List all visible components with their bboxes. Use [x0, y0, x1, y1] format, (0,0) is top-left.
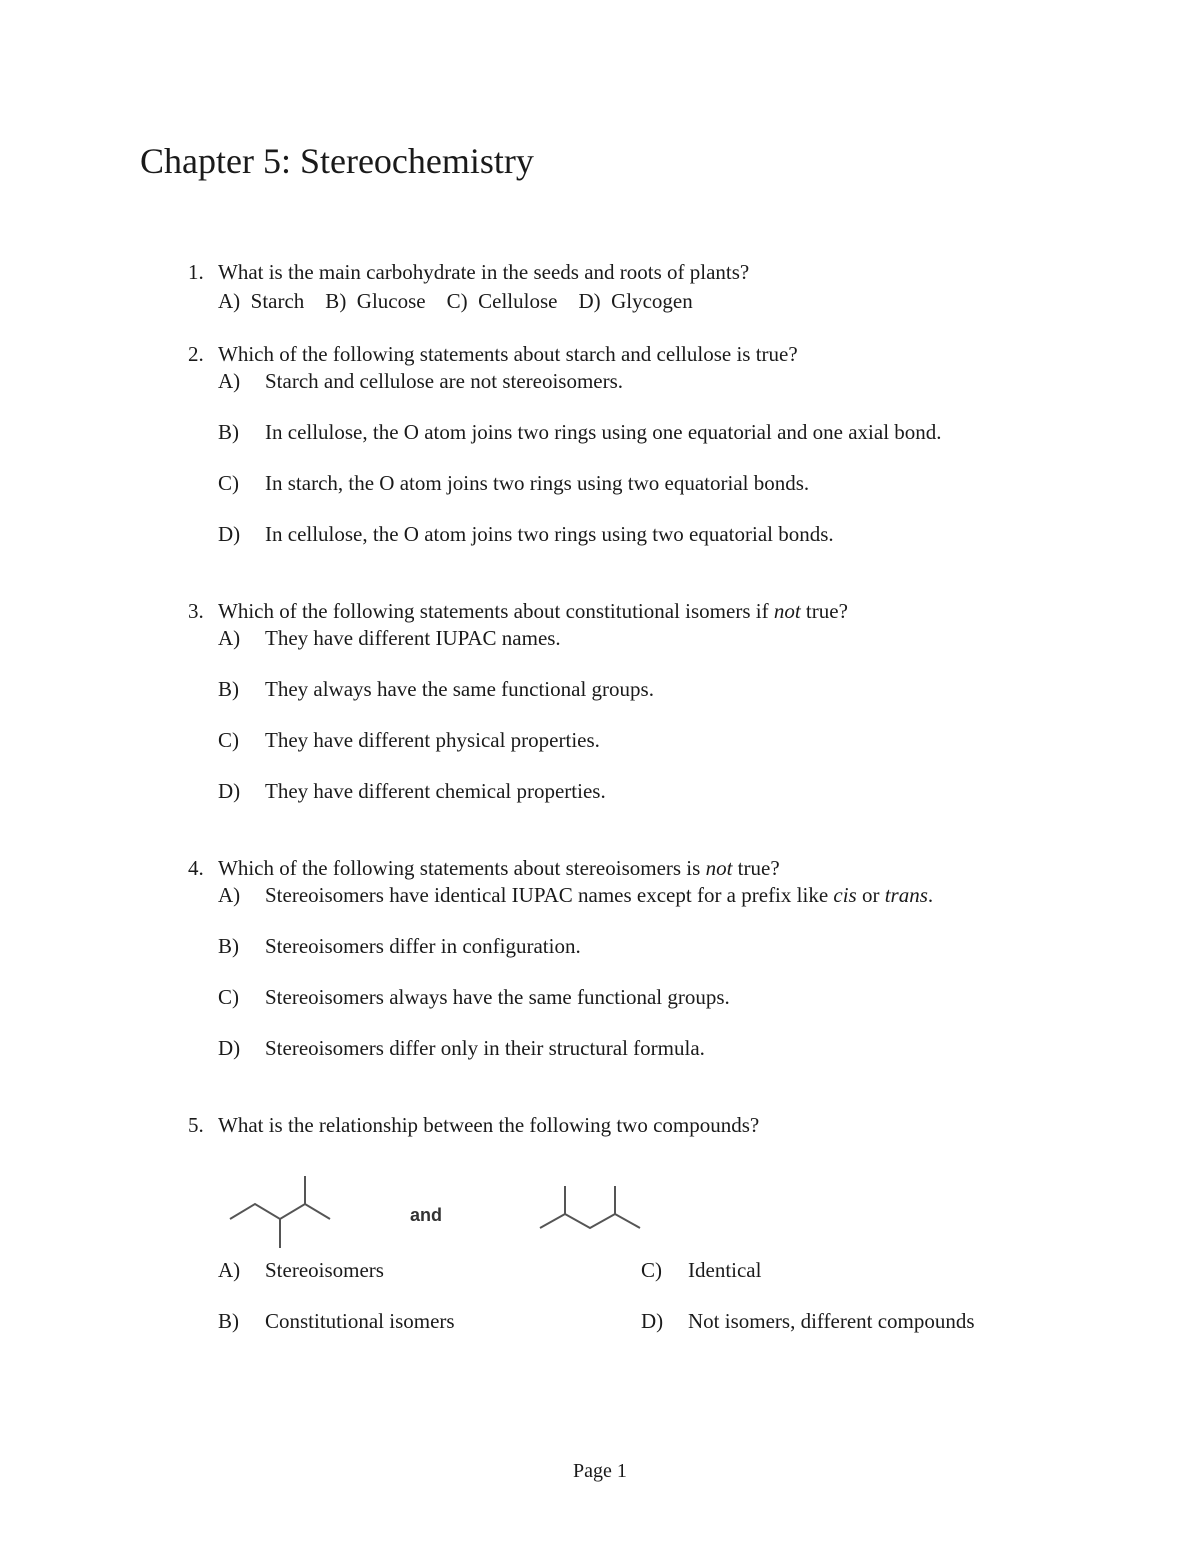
q5-option-c-label: C) — [641, 1258, 662, 1282]
question-2-number: 2. — [188, 342, 204, 366]
q5-option-a-label: A) — [218, 1258, 241, 1282]
q3-option-c-text: They have different physical properties. — [265, 728, 600, 752]
q2-option-b-text: In cellulose, the O atom joins two rings using one equatorial and one axial bond. — [265, 420, 942, 444]
question-2-text: Which of the following statements about starch and cellulose is true? — [218, 342, 798, 366]
page-title: Chapter 5: Stereochemistry — [140, 141, 534, 181]
q4-option-a-label: A) — [218, 883, 241, 907]
question-4-number: 4. — [188, 856, 204, 880]
q5-option-b-label: B) — [218, 1309, 239, 1333]
q2-option-a-text: Starch and cellulose are not stereoisomers. — [265, 369, 624, 393]
question-4-text: Which of the following statements about stereoisomers is not true? — [218, 856, 780, 880]
page-number: Page 1 — [573, 1460, 627, 1482]
question-3-text: Which of the following statements about constitutional isomers if not true? — [218, 599, 848, 623]
q5-option-d-text: Not isomers, different compounds — [688, 1309, 975, 1333]
q3-option-b-label: B) — [218, 677, 239, 701]
question-3-number: 3. — [188, 599, 204, 623]
q5-option-c-text: Identical — [688, 1258, 762, 1282]
q2-option-b-label: B) — [218, 420, 239, 444]
q3-option-b-text: They always have the same functional groups. — [265, 677, 654, 701]
question-1-text: What is the main carbohydrate in the seeds and roots of plants? — [218, 260, 750, 284]
q5-option-d-label: D) — [641, 1309, 664, 1333]
q4-option-c-text: Stereoisomers always have the same functional groups. — [265, 985, 730, 1009]
q4-option-c-label: C) — [218, 985, 239, 1009]
compound-1-skeletal-structure — [225, 1172, 335, 1252]
q3-option-d-label: D) — [218, 779, 241, 803]
q5-option-b-text: Constitutional isomers — [265, 1309, 455, 1333]
q2-option-d-label: D) — [218, 522, 241, 546]
q2-option-d-text: In cellulose, the O atom joins two rings using two equatorial bonds. — [265, 522, 834, 546]
question-5-number: 5. — [188, 1113, 204, 1137]
q4-option-b-text: Stereoisomers differ in configuration. — [265, 934, 581, 958]
question-5-text: What is the relationship between the following two compounds? — [218, 1113, 760, 1137]
q2-option-c-text: In starch, the O atom joins two rings using two equatorial bonds. — [265, 471, 810, 495]
q5-option-a-text: Stereoisomers — [265, 1258, 384, 1282]
q4-option-a-text: Stereoisomers have identical IUPAC names except for a prefix like cis or trans. — [265, 883, 934, 907]
q3-option-a-text: They have different IUPAC names. — [265, 626, 561, 650]
q4-option-d-label: D) — [218, 1036, 241, 1060]
q2-option-c-label: C) — [218, 471, 239, 495]
and-label: and — [410, 1205, 443, 1225]
question-1-number: 1. — [188, 260, 204, 284]
question-1-choices: A) Starch B) Glucose C) Cellulose D) Glycogen — [218, 289, 693, 313]
q4-option-d-text: Stereoisomers differ only in their structural formula. — [265, 1036, 705, 1060]
compound-2-skeletal-structure — [535, 1182, 645, 1237]
q3-option-c-label: C) — [218, 728, 239, 752]
q4-option-b-label: B) — [218, 934, 239, 958]
q3-option-d-text: They have different chemical properties. — [265, 779, 606, 803]
q2-option-a-label: A) — [218, 369, 241, 393]
q3-option-a-label: A) — [218, 626, 241, 650]
